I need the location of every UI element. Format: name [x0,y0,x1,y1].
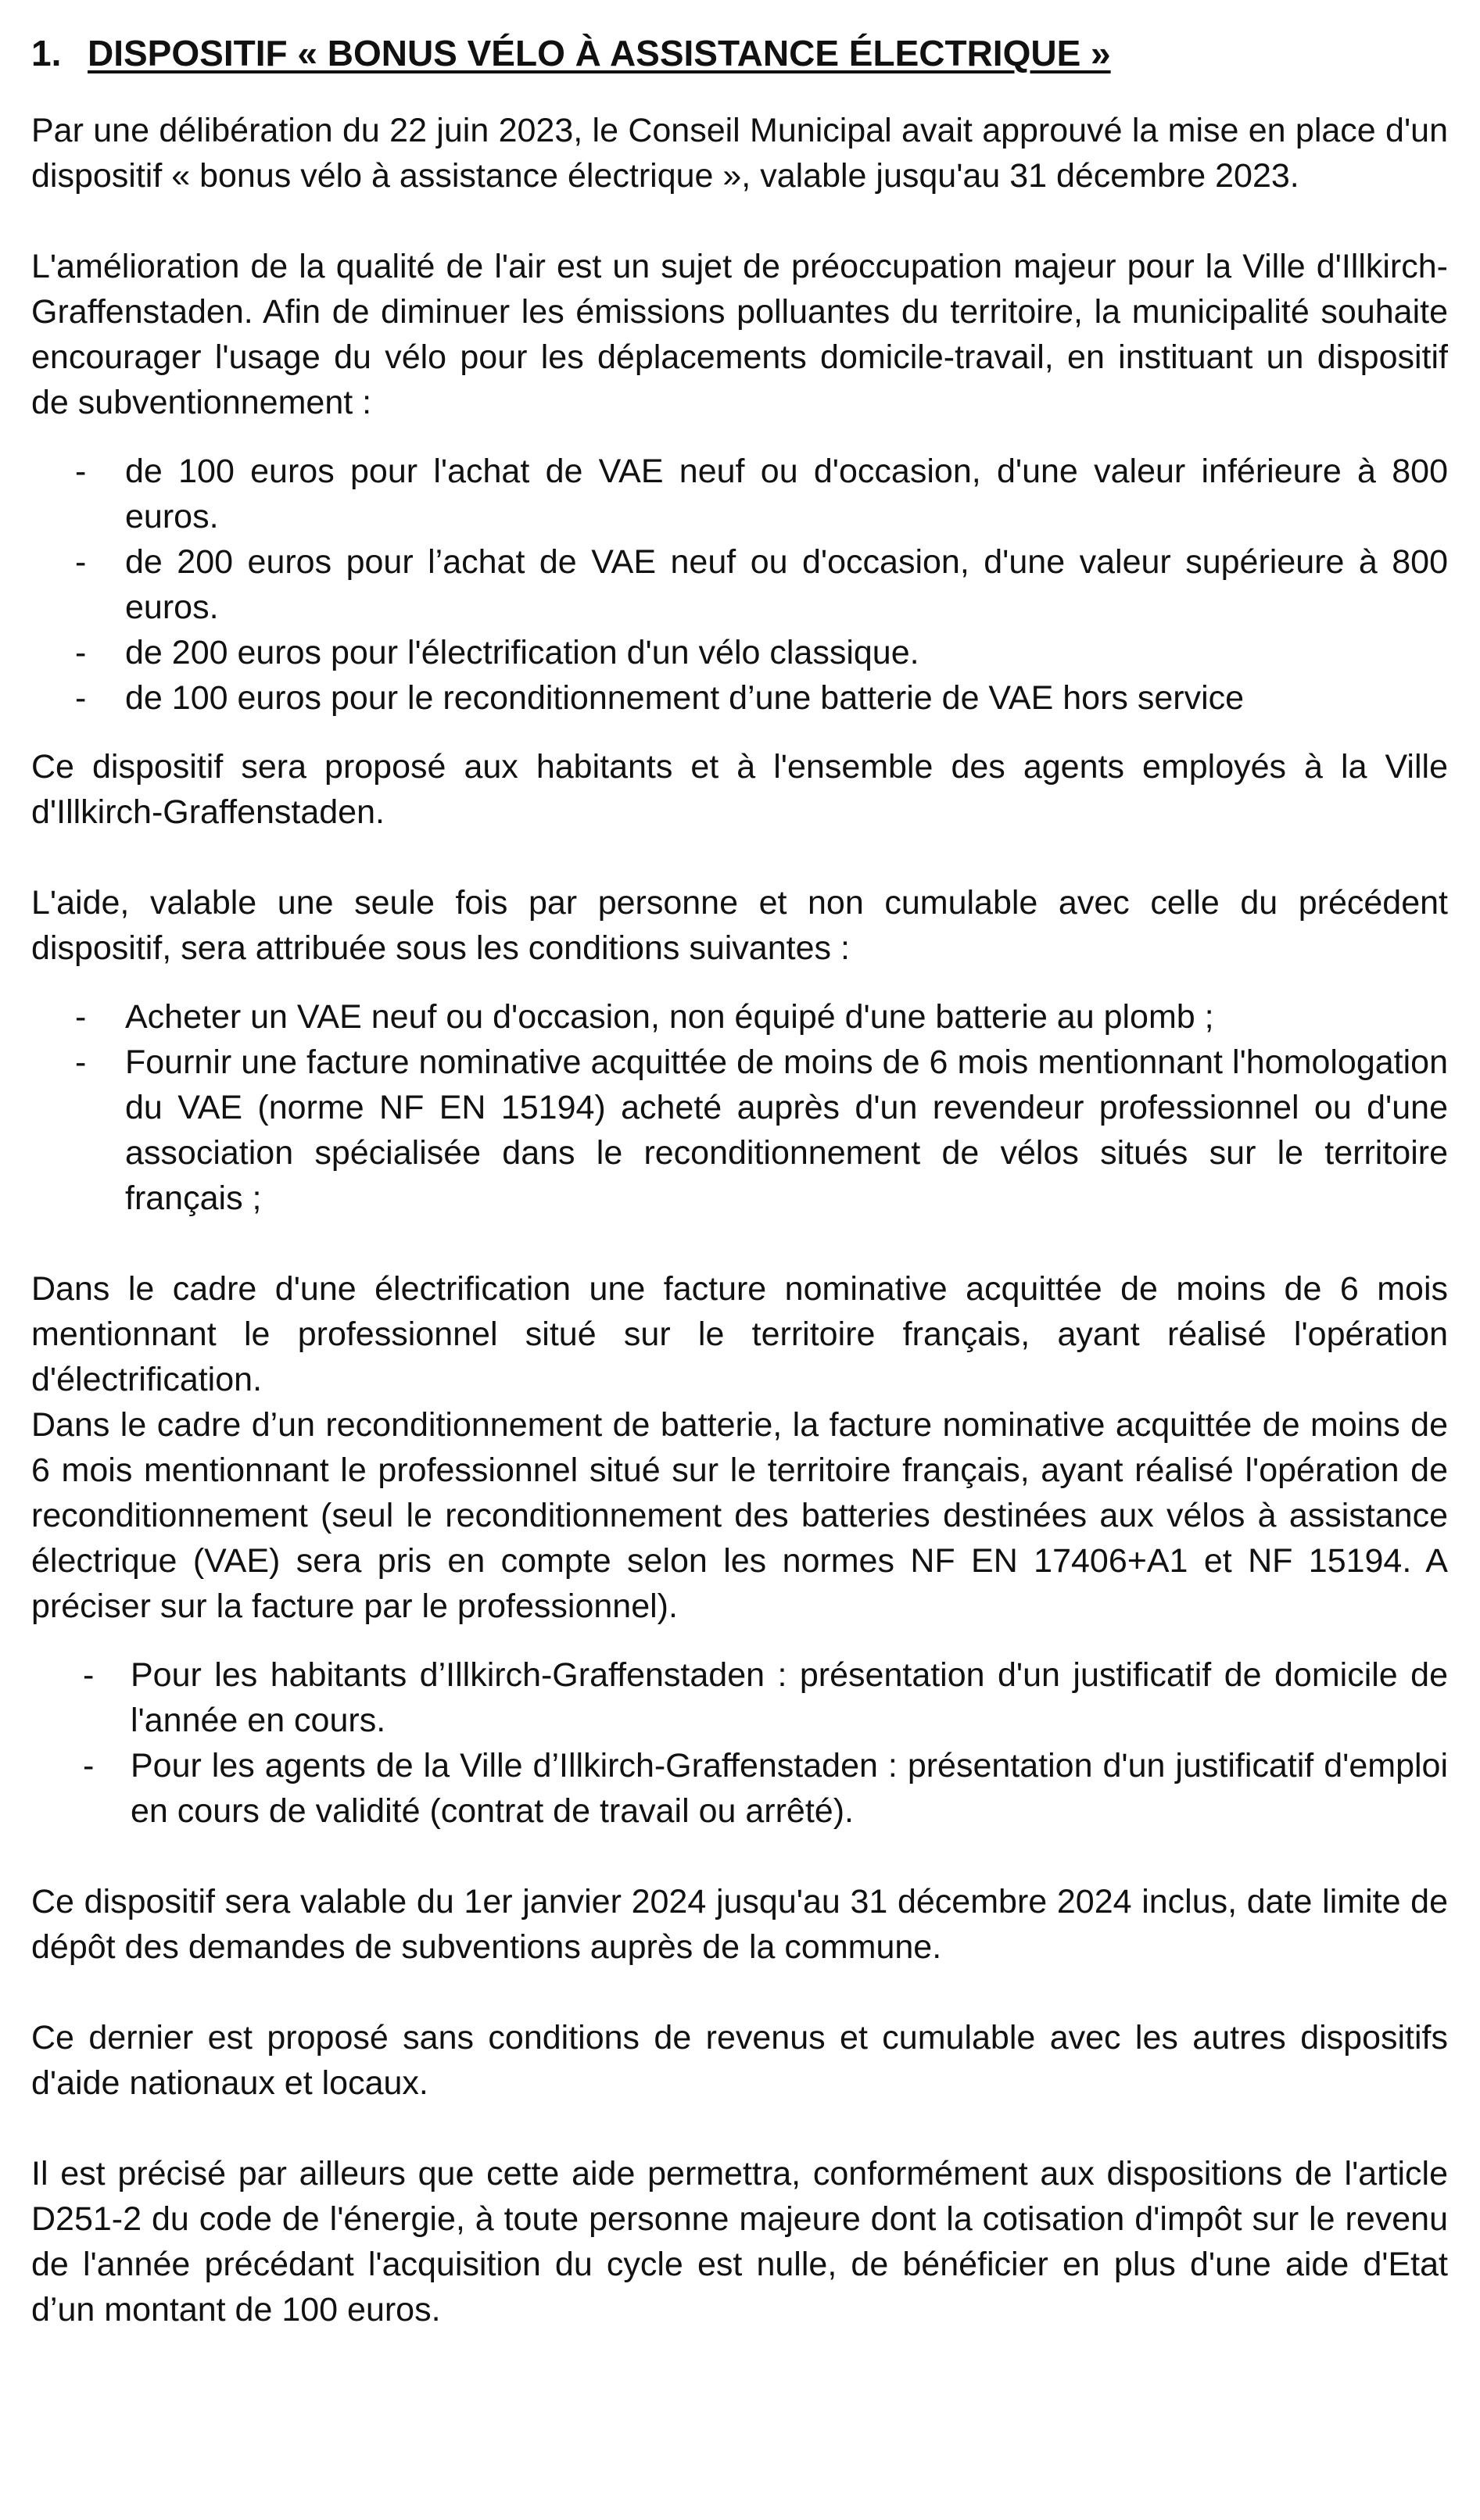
dash-bullet: - [75,679,87,717]
list-item: - Fournir une facture nominative acquittée de moins de 6 mois mentionnant l'homologation du VAE (norme NF EN 15194) acheté auprès d'un revendeur professionnel ou d'une association spécialisée dans le reconditionnement de vélos situés sur le territoire français ; [31,1040,1448,1221]
dash-bullet: - [83,1656,95,1694]
list-conditions [31,994,1448,1221]
dash-bullet: - [75,634,87,671]
document-page [31,25,1448,2378]
paragraph-deliberation: Par une délibération du 22 juin 2023, le Conseil Municipal avait approuvé la mise en place d'un dispositif « bonus vélo à assistance électrique », valable jusqu'au 31 décembre 2023. [31,112,1448,195]
paragraph-cumulable: Ce dernier est proposé sans conditions de revenus et cumulable avec les autres dispositifs d'aide nationaux et locaux. [31,2019,1448,2102]
list-item: - de 100 euros pour le reconditionnement d’une batterie de VAE hors service [31,675,1448,721]
paragraph-beneficiaries: Ce dispositif sera proposé aux habitants et à l'ensemble des agents employés à la Ville d'Illkirch-Graffenstaden. [31,748,1448,831]
list-item: - de 200 euros pour l’achat de VAE neuf ou d'occasion, d'une valeur supérieure à 800 euros. [31,539,1448,630]
paragraph-electrification: Dans le cadre d'une électrification une facture nominative acquittée de moins de 6 mois mentionnant le professionnel situé sur le territoire français, ayant réalisé l'opération d'électrification. [31,1270,1448,1398]
dash-bullet: - [83,1747,95,1784]
list-item: - Acheter un VAE neuf ou d'occasion, non équipé d'une batterie au plomb ; [31,994,1448,1040]
section-title: DISPOSITIF « BONUS VÉLO À ASSISTANCE ÉLECTRIQUE » [88,33,1111,73]
dash-bullet: - [75,453,87,490]
list-subsidy-amounts [31,449,1448,721]
paragraph-conditions-intro: L'aide, valable une seule fois par personne et non cumulable avec celle du précédent dispositif, sera attribuée sous les conditions suivantes : [31,884,1448,967]
list-item: - Pour les habitants d’Illkirch-Graffenstaden : présentation d'un justificatif de domicile de l'année en cours. [31,1652,1448,1743]
dash-bullet: - [75,998,87,1036]
list-item: - Pour les agents de la Ville d’Illkirch-Graffenstaden : présentation d'un justificatif d'emploi en cours de validité (contrat de travail ou arrêté). [31,1743,1448,1834]
list-item: - de 100 euros pour l'achat de VAE neuf ou d'occasion, d'une valeur inférieure à 800 euros. [31,449,1448,539]
dash-bullet: - [75,1043,87,1081]
paragraph-air-quality: L'amélioration de la qualité de l'air est un sujet de préoccupation majeur pour la Ville d'Illkirch-Graffenstaden. Afin de diminuer les émissions polluantes du territoire, la municipalité souhaite encourager l'usage du vélo pour les déplacements domicile-travail, en instituant un dispositif de subventionnement : [31,248,1448,421]
paragraph-battery-reconditioning: Dans le cadre d’un reconditionnement de batterie, la facture nominative acquittée de moins de 6 mois mentionnant le professionnel situé sur le territoire français, ayant réalisé l'opération de reconditionnement (seul le reconditionnement des batteries destinées aux vélos à assistance électrique (VAE) sera pris en compte selon les normes NF EN 17406+A1 et NF 15194. A préciser sur la facture par le professionnel). [31,1406,1448,1625]
section-heading [31,25,1448,81]
paragraph-state-aid: Il est précisé par ailleurs que cette aide permettra, conformément aux dispositions de l'article D251-2 du code de l'énergie, à toute personne majeure dont la cotisation d'impôt sur le revenu de l'année précédant l'acquisition du cycle est nulle, de bénéficier en plus d'une aide d'Etat d’un montant de 100 euros. [31,2155,1448,2328]
section-number: 1. [31,33,62,73]
list-justificatifs [31,1652,1448,1834]
dash-bullet: - [75,543,87,581]
list-item: - de 200 euros pour l'électrification d'un vélo classique. [31,630,1448,675]
paragraph-validity: Ce dispositif sera valable du 1er janvier 2024 jusqu'au 31 décembre 2024 inclus, date limite de dépôt des demandes de subventions auprès de la commune. [31,1883,1448,1966]
